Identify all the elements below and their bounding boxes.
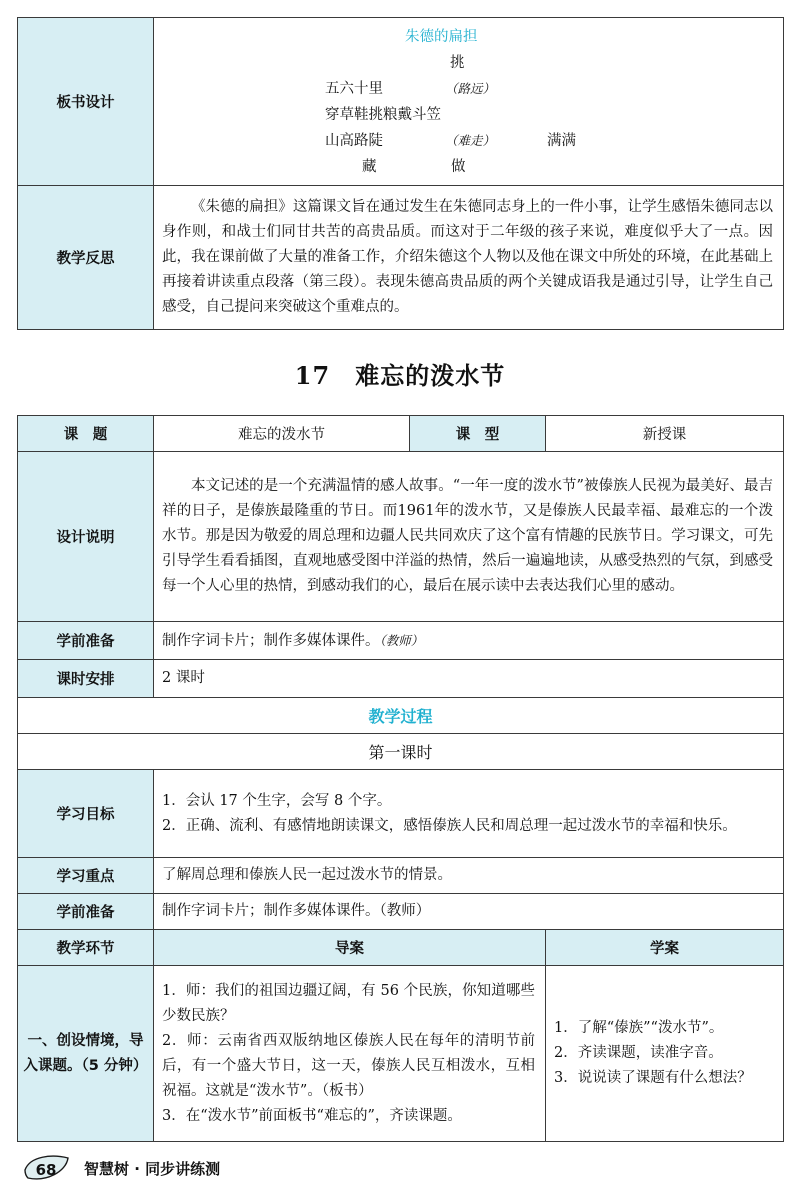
process-title: 教学过程 [18, 698, 784, 734]
design-text: 本文记述的是一个充满温情的感人故事。“一年一度的泼水节”被傣族人民视为最美好、最吉祥的日子，是傣族最隆重的节日。而1961年的泼水节，又是傣族人民最幸福、最难忘的一个泼水节。那是因为敬爱的周总理和边疆人民共同欢庆了这个富有情趣的民族节日。学习课文，可先引导学生看看插图，直观地感受图中洋溢的热情，然后一遍遍地读，从感受热烈的气氛，到感受每一个人心里的热情，到感动我们的心，最后在展示读中去表达我们心里的感动。 [154, 452, 784, 622]
learn-item: 1．了解“傣族”“泼水节”。 [554, 1020, 724, 1036]
page-number-leaf-badge [22, 1152, 72, 1182]
topic-label: 课 题 [18, 416, 154, 452]
schedule-value: 2 课时 [154, 660, 784, 698]
guide-item: 3．在“泼水节”前面板书“难忘的”，齐读课题。 [162, 1107, 462, 1124]
reflection-text: 《朱德的扁担》这篇课文旨在通过发生在朱德同志身上的一件小事，让学生感悟朱德同志以身作则，和战士们同甘共苦的高贵品质。而这对于二年级的孩子来说，难度似乎大了一点。因此，我在课前做了大量的准备工作，介绍朱德这个人物以及他在课文中所处的环境，在此基础上再接着讲读重点段落（第三段）。表现朱德高贵品质的两个关键成语我是通过引导，让学生自己感受，自己提问来突破这个重难点的。 [154, 186, 784, 330]
board-line-5b: 做 [451, 159, 466, 175]
learn-cell [546, 966, 784, 1142]
top-table [17, 17, 784, 330]
col-learn-header: 学案 [546, 930, 784, 966]
board-line-3: 穿草鞋挑粮戴斗笠 [325, 107, 441, 123]
learn-item: 3．说说读了课题有什么想法？ [554, 1070, 752, 1086]
learn-list [554, 1016, 773, 1091]
guide-list [162, 979, 535, 1129]
prep-note: （教师） [379, 632, 424, 648]
col-guide-header: 导案 [154, 930, 546, 966]
design-label: 设计说明 [18, 452, 154, 622]
col-step-header: 教学环节 [18, 930, 154, 966]
board-line-tiao: 挑 [450, 55, 465, 71]
goal-item: 2．正确、流利、有感情地朗读课文，感悟傣族人民和周总理一起过泼水节的幸福和快乐。 [162, 817, 737, 834]
type-label: 课 型 [410, 416, 546, 452]
prep-label: 学前准备 [18, 622, 154, 660]
goals-list [162, 789, 773, 839]
schedule-label: 课时安排 [18, 660, 154, 698]
guide-item: 2．师：云南省西双版纳地区傣族人民在每年的清明节前后，有一个盛大节日，这一天，傣族人民互相泼水，互相祝福。这就是“泼水节”。（板书） [162, 1032, 535, 1099]
board-line-2b: （路远） [445, 81, 496, 96]
guide-item: 1．师：我们的祖国边疆辽阔，有 56 个民族，你知道哪些少数民族？ [162, 982, 535, 1024]
prep2-label: 学前准备 [18, 894, 154, 930]
prep-cell [154, 622, 784, 660]
prep2-text: 制作字词卡片；制作多媒体课件。（教师） [154, 894, 784, 930]
guide-cell [154, 966, 546, 1142]
board-line-4a: 山高路陡 [325, 133, 383, 149]
prep-text: 制作字词卡片；制作多媒体课件。 [162, 632, 380, 649]
goal-item: 1．会认 17 个生字，会写 8 个字。 [162, 792, 392, 809]
focus-label: 学习重点 [18, 858, 154, 894]
main-table [17, 415, 784, 1142]
goals-label: 学习目标 [18, 770, 154, 858]
board-design-label: 板书设计 [18, 18, 154, 186]
book-title: 智慧树 · 同步讲练测 [84, 1160, 221, 1178]
goals-cell [154, 770, 784, 858]
lesson-heading: 17 难忘的泼水节 [294, 361, 506, 390]
board-line-4b: （难走） [445, 133, 496, 148]
board-title: 朱德的扁担 [405, 29, 478, 45]
board-line-2a: 五六十里 [325, 81, 383, 97]
page-number: 68 [35, 1161, 57, 1179]
board-line-5a: 藏 [362, 159, 377, 175]
topic-value: 难忘的泼水节 [154, 416, 410, 452]
step1-label: 一、创设情境，导入课题。（5 分钟） [18, 966, 154, 1142]
reflection-label: 教学反思 [18, 186, 154, 330]
board-design-content [154, 18, 784, 186]
type-value: 新授课 [546, 416, 784, 452]
focus-text: 了解周总理和傣族人民一起过泼水节的情景。 [154, 858, 784, 894]
period-title: 第一课时 [18, 734, 784, 770]
board-line-4c: 满满 [547, 133, 576, 149]
learn-item: 2．齐读课题，读准字音。 [554, 1045, 723, 1061]
